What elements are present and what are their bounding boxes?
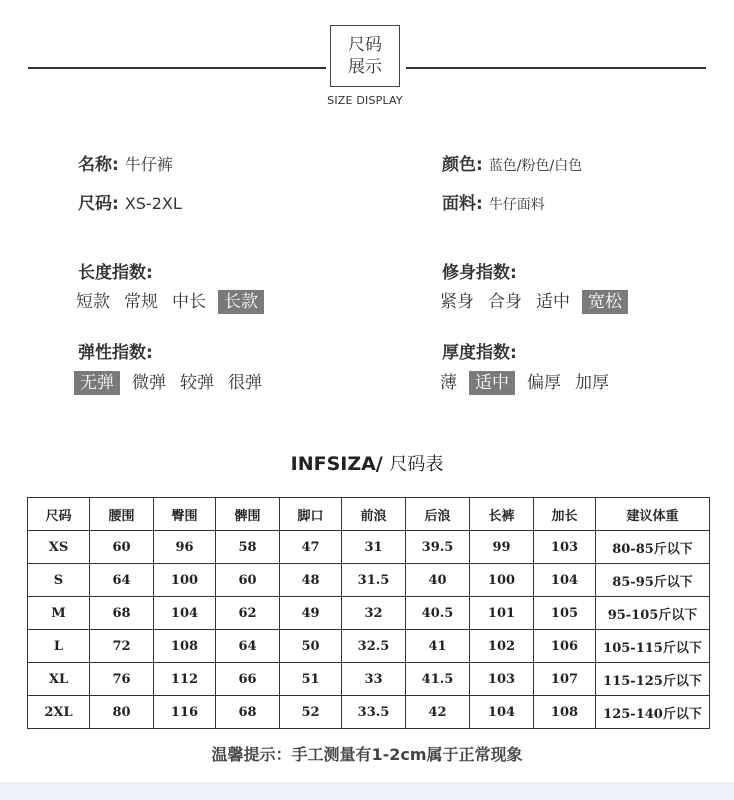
table-cell: 51 bbox=[280, 663, 342, 696]
column-header: 尺码 bbox=[28, 498, 90, 531]
size-table bbox=[27, 497, 710, 729]
measurement-tip: 温馨提示：手工测量有1-2cm属于正常现象 bbox=[211, 745, 523, 764]
header-title-line2: 展示 bbox=[348, 57, 382, 77]
table-row bbox=[28, 630, 710, 663]
table-cell: 104 bbox=[470, 696, 534, 729]
table-cell: 40.5 bbox=[406, 597, 470, 630]
table-row bbox=[28, 597, 710, 630]
fit-option: 宽松 bbox=[582, 290, 628, 314]
column-header: 腰围 bbox=[90, 498, 154, 531]
table-row bbox=[28, 663, 710, 696]
table-cell: 104 bbox=[534, 564, 596, 597]
table-cell: 105 bbox=[534, 597, 596, 630]
length-index-title: 长度指数: bbox=[78, 263, 153, 283]
table-cell: 101 bbox=[470, 597, 534, 630]
table-cell: 80-85斤以下 bbox=[596, 531, 710, 564]
table-cell: XS bbox=[28, 531, 90, 564]
table-cell: 100 bbox=[154, 564, 216, 597]
table-cell: 47 bbox=[280, 531, 342, 564]
info-size-label: 尺码: bbox=[78, 194, 119, 214]
fit-option: 合身 bbox=[488, 292, 522, 312]
elastic-option: 较弹 bbox=[180, 373, 214, 393]
table-cell: 41.5 bbox=[406, 663, 470, 696]
elastic-option: 无弹 bbox=[74, 371, 120, 395]
thickness-option: 适中 bbox=[469, 371, 515, 395]
table-cell: 85-95斤以下 bbox=[596, 564, 710, 597]
info-fabric-label: 面料: bbox=[442, 194, 483, 214]
thickness-option: 偏厚 bbox=[527, 373, 561, 393]
header-subtitle: SIZE DISPLAY bbox=[327, 94, 403, 107]
length-option: 短款 bbox=[76, 292, 110, 312]
table-cell: 125-140斤以下 bbox=[596, 696, 710, 729]
table-cell: 102 bbox=[470, 630, 534, 663]
table-cell: 72 bbox=[90, 630, 154, 663]
fit-option: 紧身 bbox=[440, 292, 474, 312]
table-cell: 32 bbox=[342, 597, 406, 630]
table-cell: 100 bbox=[470, 564, 534, 597]
table-cell: 33 bbox=[342, 663, 406, 696]
table-cell: 95-105斤以下 bbox=[596, 597, 710, 630]
table-cell: 41 bbox=[406, 630, 470, 663]
table-cell: 52 bbox=[280, 696, 342, 729]
table-cell: 103 bbox=[470, 663, 534, 696]
column-header: 后浪 bbox=[406, 498, 470, 531]
table-cell: 108 bbox=[154, 630, 216, 663]
column-header: 前浪 bbox=[342, 498, 406, 531]
thickness-option: 薄 bbox=[440, 373, 457, 393]
length-index-options bbox=[74, 290, 264, 314]
table-cell: M bbox=[28, 597, 90, 630]
table-cell: 39.5 bbox=[406, 531, 470, 564]
table-cell: L bbox=[28, 630, 90, 663]
size-table-title bbox=[0, 450, 734, 476]
column-header: 髀围 bbox=[216, 498, 280, 531]
info-fabric bbox=[442, 189, 545, 214]
table-cell: 68 bbox=[90, 597, 154, 630]
table-cell: 60 bbox=[90, 531, 154, 564]
column-header: 臀围 bbox=[154, 498, 216, 531]
column-header: 建议体重 bbox=[596, 498, 710, 531]
table-cell: 50 bbox=[280, 630, 342, 663]
info-size-value: XS-2XL bbox=[124, 194, 182, 213]
table-cell: 32.5 bbox=[342, 630, 406, 663]
size-table-title-cn: 尺码表 bbox=[389, 454, 444, 475]
table-cell: 40 bbox=[406, 564, 470, 597]
thickness-index-options bbox=[438, 371, 611, 395]
bottom-band bbox=[0, 782, 734, 800]
table-cell: 64 bbox=[90, 564, 154, 597]
size-table-header-row bbox=[28, 498, 710, 531]
table-cell: 80 bbox=[90, 696, 154, 729]
column-header: 脚口 bbox=[280, 498, 342, 531]
table-cell: 31.5 bbox=[342, 564, 406, 597]
size-table-brand: INFSIZA/ bbox=[290, 453, 383, 475]
table-cell: 115-125斤以下 bbox=[596, 663, 710, 696]
elastic-option: 微弹 bbox=[132, 373, 166, 393]
length-option: 常规 bbox=[124, 292, 158, 312]
table-row bbox=[28, 564, 710, 597]
table-cell: XL bbox=[28, 663, 90, 696]
table-cell: 33.5 bbox=[342, 696, 406, 729]
table-cell: 2XL bbox=[28, 696, 90, 729]
table-cell: 105-115斤以下 bbox=[596, 630, 710, 663]
thickness-index-title: 厚度指数: bbox=[442, 343, 517, 363]
table-cell: 76 bbox=[90, 663, 154, 696]
table-cell: 106 bbox=[534, 630, 596, 663]
table-cell: 58 bbox=[216, 531, 280, 564]
table-cell: 68 bbox=[216, 696, 280, 729]
fit-option: 适中 bbox=[536, 292, 570, 312]
info-color-value: 蓝色/粉色/白色 bbox=[488, 158, 583, 174]
table-cell: 60 bbox=[216, 564, 280, 597]
table-cell: 116 bbox=[154, 696, 216, 729]
info-name bbox=[78, 150, 173, 175]
elastic-option: 很弹 bbox=[228, 373, 262, 393]
table-row bbox=[28, 696, 710, 729]
table-cell: 66 bbox=[216, 663, 280, 696]
info-color-label: 颜色: bbox=[442, 155, 483, 175]
table-cell: S bbox=[28, 564, 90, 597]
thickness-option: 加厚 bbox=[575, 373, 609, 393]
column-header: 加长 bbox=[534, 498, 596, 531]
info-name-label: 名称: bbox=[78, 155, 119, 175]
table-cell: 64 bbox=[216, 630, 280, 663]
table-cell: 42 bbox=[406, 696, 470, 729]
table-cell: 49 bbox=[280, 597, 342, 630]
table-cell: 62 bbox=[216, 597, 280, 630]
header-line-left bbox=[28, 67, 326, 69]
info-name-value: 牛仔裤 bbox=[124, 155, 173, 174]
fit-index-options bbox=[438, 290, 628, 314]
table-cell: 112 bbox=[154, 663, 216, 696]
info-size bbox=[78, 189, 182, 214]
header-title-box bbox=[330, 25, 400, 87]
header-line-right bbox=[406, 67, 706, 69]
table-cell: 103 bbox=[534, 531, 596, 564]
table-row bbox=[28, 531, 710, 564]
table-cell: 108 bbox=[534, 696, 596, 729]
table-cell: 104 bbox=[154, 597, 216, 630]
elastic-index-options bbox=[74, 371, 264, 395]
column-header: 长裤 bbox=[470, 498, 534, 531]
table-cell: 99 bbox=[470, 531, 534, 564]
info-fabric-value: 牛仔面料 bbox=[488, 197, 545, 213]
fit-index-title: 修身指数: bbox=[442, 263, 517, 283]
header-title-line1: 尺码 bbox=[348, 35, 382, 55]
table-cell: 48 bbox=[280, 564, 342, 597]
info-color bbox=[442, 150, 582, 175]
table-cell: 96 bbox=[154, 531, 216, 564]
length-option: 长款 bbox=[218, 290, 264, 314]
table-cell: 31 bbox=[342, 531, 406, 564]
table-cell: 107 bbox=[534, 663, 596, 696]
elastic-index-title: 弹性指数: bbox=[78, 343, 153, 363]
length-option: 中长 bbox=[172, 292, 206, 312]
